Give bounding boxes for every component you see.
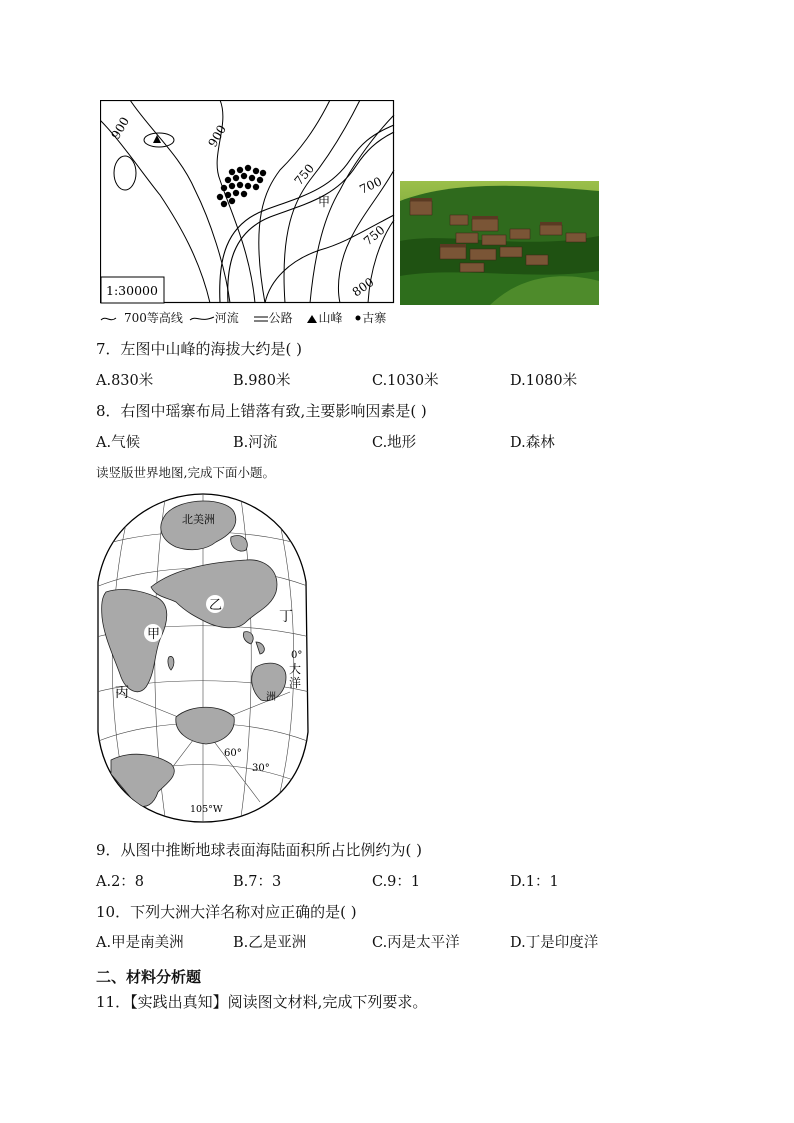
legend-peak-label: 山峰: [318, 311, 343, 325]
section-title: 二、材料分析题: [96, 968, 202, 986]
q10-option-b[interactable]: B.乙是亚洲: [233, 935, 307, 951]
q8-option-a[interactable]: A.气候: [96, 435, 141, 451]
contour-label: 750: [291, 161, 318, 188]
contour-map: [100, 100, 396, 304]
label-lat30: 30°: [252, 763, 270, 774]
label-jia: 甲: [147, 627, 161, 642]
q7-option-a[interactable]: A.830米: [96, 373, 154, 389]
q8-option-d[interactable]: D.森林: [510, 435, 555, 451]
q10-option-c[interactable]: C.丙是太平洋: [372, 935, 460, 951]
label-yi: 乙: [209, 598, 223, 613]
legend-contour-value: 700: [124, 311, 147, 325]
label-lat60: 60°: [224, 748, 242, 759]
legend-road-label: 公路: [268, 311, 293, 325]
contour-label: 800: [349, 274, 377, 300]
legend-village-label: 古寨: [362, 311, 387, 325]
q9-option-b[interactable]: B.7：3: [233, 874, 282, 890]
label-bing: 丙: [115, 685, 129, 701]
question-10: 10．下列大洲大洋名称对应正确的是( ): [96, 903, 357, 921]
q9-option-d[interactable]: D.1：1: [510, 874, 559, 890]
q10-option-d[interactable]: D.丁是印度洋: [510, 935, 599, 951]
label-zero-degree: 0°: [291, 650, 303, 661]
label-ding: 丁: [279, 609, 293, 625]
vertical-world-map: [96, 492, 310, 824]
contour-label: 700: [357, 174, 385, 197]
q8-option-c[interactable]: C.地形: [372, 435, 417, 451]
legend-river-label: 河流: [214, 311, 239, 325]
question-11: 11．【实践出真知】阅读图文材料,完成下列要求。: [96, 993, 428, 1011]
label-yang: 洋: [289, 676, 302, 690]
contour-label: 900: [108, 114, 133, 142]
question-9: 9．从图中推断地球表面海陆面积所占比例约为( ): [96, 841, 423, 859]
map-legend: [100, 309, 386, 326]
q9-option-a[interactable]: A.2：8: [96, 874, 145, 890]
label-north-america: 北美洲: [182, 513, 215, 526]
label-zhou: 洲: [266, 692, 276, 703]
road-legend-icon: [253, 314, 269, 324]
q10-option-a[interactable]: A.甲是南美洲: [96, 935, 184, 951]
world-map-intro: 读竖版世界地图,完成下面小题。: [96, 465, 275, 480]
q7-option-c[interactable]: C.1030米: [372, 373, 439, 389]
q8-option-b[interactable]: B.河流: [233, 435, 278, 451]
label-da: 大: [289, 662, 302, 676]
scale-text: 1:30000: [106, 283, 158, 298]
question-8: 8．右图中瑶寨布局上错落有致,主要影响因素是( ): [96, 402, 427, 420]
label-lon: 105°W: [190, 804, 223, 815]
q9-option-c[interactable]: C.9：1: [372, 874, 421, 890]
contour-legend-icon: [100, 314, 124, 324]
village-photo: [400, 181, 599, 305]
q7-option-d[interactable]: D.1080米: [510, 373, 578, 389]
legend-contour-label: 等高线: [146, 311, 183, 325]
river-legend-icon: [189, 314, 215, 324]
q7-option-b[interactable]: B.980米: [233, 373, 291, 389]
question-7: 7．左图中山峰的海拔大约是( ): [96, 340, 303, 358]
contour-label: 900: [205, 122, 230, 150]
contour-label: 750: [360, 222, 388, 249]
peak-legend-icon: [306, 314, 318, 324]
point-jia-label: 甲: [318, 195, 331, 209]
